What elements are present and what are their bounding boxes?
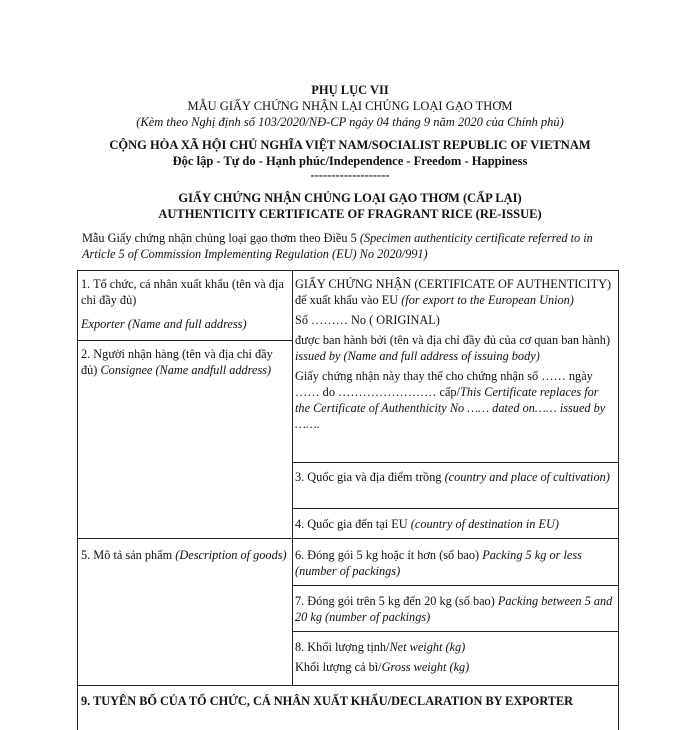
destination-label-en: (country of destination in EU): [410, 517, 559, 531]
packing-large-cell: [295, 593, 615, 625]
declaration-heading: 9. TUYÊN BỐ CỦA TỔ CHỨC, CÁ NHÂN XUẤT KHẨU/DECLARATION BY EXPORTER: [81, 694, 574, 708]
decree-reference: (Kèm theo Nghị định số 103/2020/NĐ-CP ngày 04 tháng 9 năm 2020 của Chính phủ): [136, 115, 564, 129]
packing-small-label-en: Packing 5 kg or less (number of packings): [295, 548, 582, 578]
form-title: MẪU GIẤY CHỨNG NHẬN LẠI CHỦNG LOẠI GẠO THƠM: [187, 99, 513, 113]
packing-small-label-vi: 6. Đóng gói 5 kg hoặc ít hơn (số bao): [295, 548, 483, 562]
certificate-title-vi: GIẤY CHỨNG NHẬN CHỦNG LOẠI GẠO THƠM (CẤP LẠI): [178, 191, 522, 205]
description-label-en: (Description of goods): [175, 548, 287, 562]
description-cell: [81, 547, 289, 563]
certificate-export-en: (for export to the European Union): [401, 293, 574, 307]
appendix-heading: PHỤ LỤC VII: [311, 83, 389, 97]
intro-paragraph: [82, 230, 622, 262]
certificate-heading: [295, 276, 615, 308]
motto-divider: -------------------: [310, 168, 390, 182]
gross-weight-label: [295, 659, 615, 675]
destination-label-vi: 4. Quốc gia đến tại EU: [295, 517, 411, 531]
weight-cell: [295, 639, 615, 679]
row-divider-left-1: [77, 340, 293, 341]
exporter-label-en: Exporter (Name and full address): [81, 317, 247, 331]
row-divider-full: [77, 685, 619, 686]
row-divider-right-2: [292, 508, 619, 509]
table-column-divider: [292, 270, 293, 686]
consignee-cell: [81, 346, 289, 378]
packing-small-cell: [295, 547, 615, 579]
net-weight-en: Net weight (kg): [389, 640, 466, 654]
consignee-label-en: Consignee (Name andfull address): [100, 363, 272, 377]
gross-weight-vi: Khối lượng cả bì/: [295, 660, 382, 674]
exporter-cell: [81, 276, 289, 340]
certificate-form-table: [77, 270, 619, 730]
cultivation-label-vi: 3. Quốc gia và địa điểm trồng: [295, 470, 445, 484]
replacement-note: [295, 368, 615, 432]
consignee-label-vi: 2. Người nhận hàng (tên và địa chỉ đầy đủ): [81, 347, 273, 377]
certificate-number: Số ……… No ( ORIGINAL): [295, 313, 440, 327]
row-divider-right-4: [292, 585, 619, 586]
intro-vi: Mẫu Giấy chứng nhận chủng loại gạo thơm theo Điều 5: [82, 231, 360, 245]
issuing-body-vi: được ban hành bởi (tên và địa chỉ đầy đủ của cơ quan ban hành): [295, 333, 611, 347]
cultivation-label-en: (country and place of cultivation): [444, 470, 610, 484]
net-weight-label: [295, 639, 615, 655]
issuing-body: [295, 332, 615, 364]
certificate-cell: [295, 276, 615, 436]
table-border-top: [77, 270, 619, 271]
country-name: CỘNG HÒA XÃ HỘI CHỦ NGHĨA VIỆT NAM/SOCIALIST REPUBLIC OF VIETNAM: [109, 138, 591, 152]
table-border-left: [77, 270, 78, 730]
table-border-right: [618, 270, 619, 730]
issuing-body-en: issued by (Name and full address of issuing body): [295, 349, 540, 363]
certificate-export-vi: để xuất khẩu vào EU: [295, 293, 402, 307]
exporter-label-vi: 1. Tổ chức, cá nhân xuất khẩu (tên và địa chỉ đầy đủ): [81, 277, 284, 307]
description-label-vi: 5. Mô tả sản phẩm: [81, 548, 176, 562]
certificate-title: GIẤY CHỨNG NHẬN (CERTIFICATE OF AUTHENTICITY): [295, 277, 612, 291]
replacement-note-vi: Giấy chứng nhận này thay thế cho chứng nhận số …… ngày …… do …………………… cấp/: [295, 369, 593, 399]
row-divider-right-5: [292, 631, 619, 632]
destination-cell: [295, 516, 615, 532]
row-divider-right-1: [292, 462, 619, 463]
packing-large-label-vi: 7. Đóng gói trên 5 kg đến 20 kg (số bao): [295, 594, 498, 608]
net-weight-vi: 8. Khối lượng tịnh/: [295, 640, 390, 654]
row-divider-right-3: [292, 538, 619, 539]
national-motto: Độc lập - Tự do - Hạnh phúc/Independence - Freedom - Happiness: [172, 154, 528, 168]
cultivation-cell: [295, 469, 615, 485]
gross-weight-en: Gross weight (kg): [381, 660, 470, 674]
certificate-title-en: AUTHENTICITY CERTIFICATE OF FRAGRANT RICE (RE-ISSUE): [158, 207, 542, 221]
row-divider-left-2: [77, 538, 293, 539]
replacement-note-en: This Certificate replaces for the Certificate of Authenthicity No …… dated on…… issued by …….: [295, 385, 606, 431]
packing-large-label-en: Packing between 5 and 20 kg (number of packings): [295, 594, 613, 624]
intro-en: (Specimen authenticity certificate referred to in Article 5 of Commission Implementing Regulation (EU) No 2020/991): [82, 231, 593, 261]
